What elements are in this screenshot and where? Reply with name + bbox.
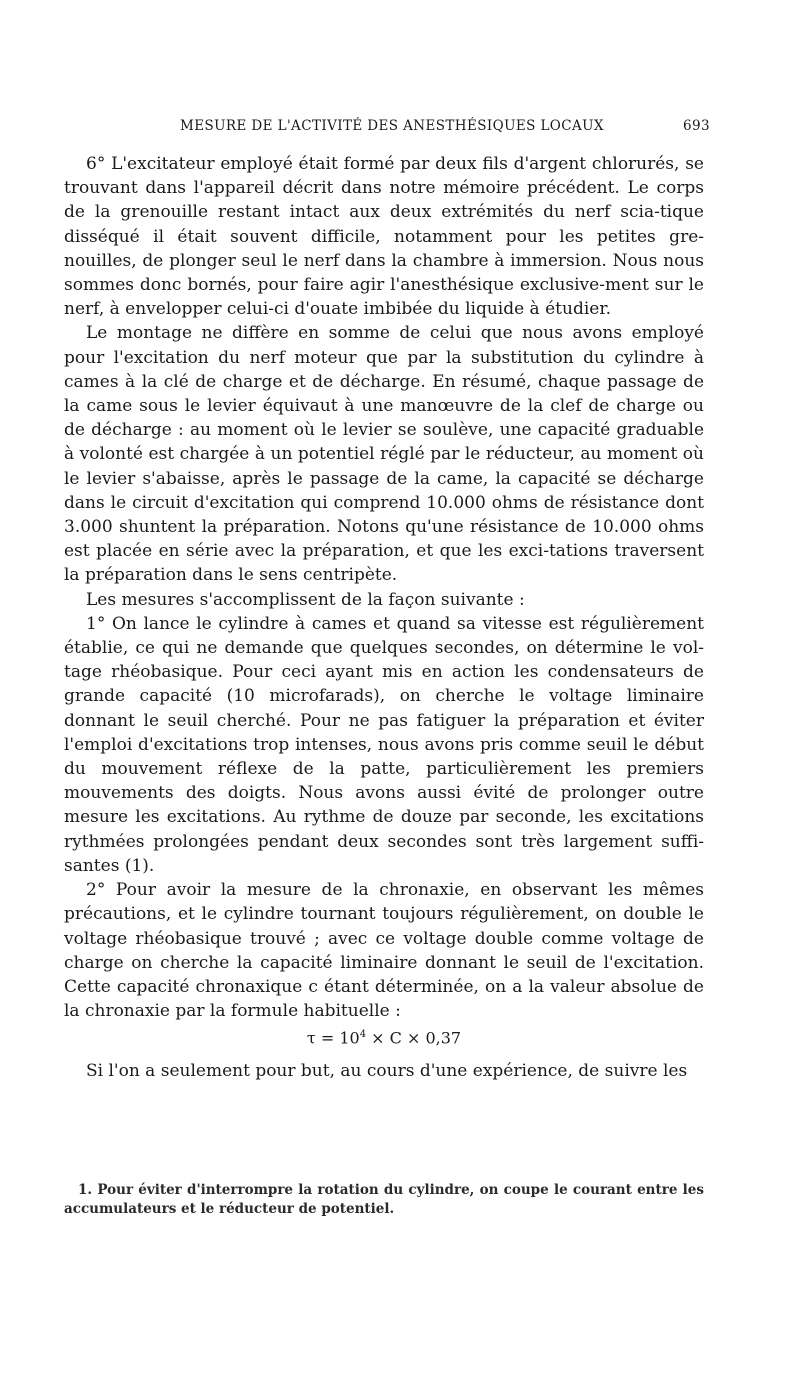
body-text (64, 152, 704, 1083)
page-number: 693 (683, 118, 710, 134)
paragraph-step-1-text: 1° On lance le cylindre à cames et quand sa vitesse est régulièrement établie, ce qui ne demande que quelques secondes, on détermine le vol-tage rhéobasique. Pour ceci ayant mis en action les condensateurs de grande capacité (10 microfarads), on cherche le voltage liminaire donnant le seuil cherché. Pour ne pas fatiguer la préparation et éviter l'emploi d'excitations trop intenses, nous avons pris comme seuil le début du mouvement réflexe de la patte, particulièrement les premiers mouvements des doigts. Nous avons aussi évité de prolonger outre mesure les excitations. Au rythme de douze par seconde, les excitations rythmées prolongées pendant deux secondes sont très largement suffi-santes (64, 613, 704, 876)
footnote-text: 1. Pour éviter d'interrompre la rotation du cylindre, on coupe le courant entre les accumulateurs et le réducteur de potentiel. (64, 1182, 704, 1217)
paragraph-step-2: 2° Pour avoir la mesure de la chronaxie, en observant les mêmes précautions, et le cylindre tournant toujours régulièrement, on double le voltage rhéobasique trouvé ; avec ce voltage double comme voltage de charge on cherche la capacité liminaire donnant le seuil de l'excitation. Cette capacité chronaxique c étant déterminée, on a la valeur absolue de la chronaxie par la formule habituelle : (64, 880, 704, 1022)
running-title: MESURE DE L'ACTIVITÉ DES ANESTHÉSIQUES LOCAUX (180, 118, 604, 134)
paragraph-montage: Le montage ne diffère en somme de celui que nous avons employé pour l'excitation du nerf moteur que par la substitution du cylindre à cames à la clé de charge et de décharge. En résumé, chaque passage de la came sous le levier équivaut à une manœuvre de la clef de charge ou de décharge : au moment où le levier se soulève, une capacité graduable à volonté est chargée à un potentiel réglé par le réducteur, au moment où le levier s'abaisse, après le passage de la came, la capacité se décharge dans le circuit d'excitation qui comprend 10.000 ohms de résistance dont 3.000 shuntent la préparation. Notons qu'une résistance de 10.000 ohms est placée en série avec la préparation, et que les exci-tations traversent la préparation dans le sens centripète. (64, 323, 704, 586)
paragraph-step-1 (64, 612, 704, 878)
footnote (64, 1181, 704, 1219)
formula-exponent: 4 (359, 1029, 367, 1041)
formula-lhs: τ = 10 (306, 1028, 360, 1048)
paragraph-closing: Si l'on a seulement pour but, au cours d'une expérience, de suivre les (86, 1060, 688, 1081)
footnote-ref[interactable]: (1). (124, 855, 155, 876)
paragraph-mesures-intro: Les mesures s'accomplissent de la façon suivante : (86, 589, 525, 610)
chronaxie-formula (64, 1023, 704, 1051)
formula-rhs: × C × 0,37 (366, 1028, 462, 1048)
paragraph-6-excitateur: 6° L'excitateur employé était formé par deux fils d'argent chlorurés, se trouvant dans l'appareil décrit dans notre mémoire précédent. Le corps de la grenouille restant intact aux deux extrémités du nerf scia-tique disséqué il était souvent difficile, notamment pour les petites gre-nouilles, de plonger seul le nerf dans la chambre à immersion. Nous nous sommes donc bornés, pour faire agir l'anesthésique exclusive-ment sur le nerf, à envelopper celui-ci d'ouate imbibée du liquide à étudier. (64, 154, 704, 320)
